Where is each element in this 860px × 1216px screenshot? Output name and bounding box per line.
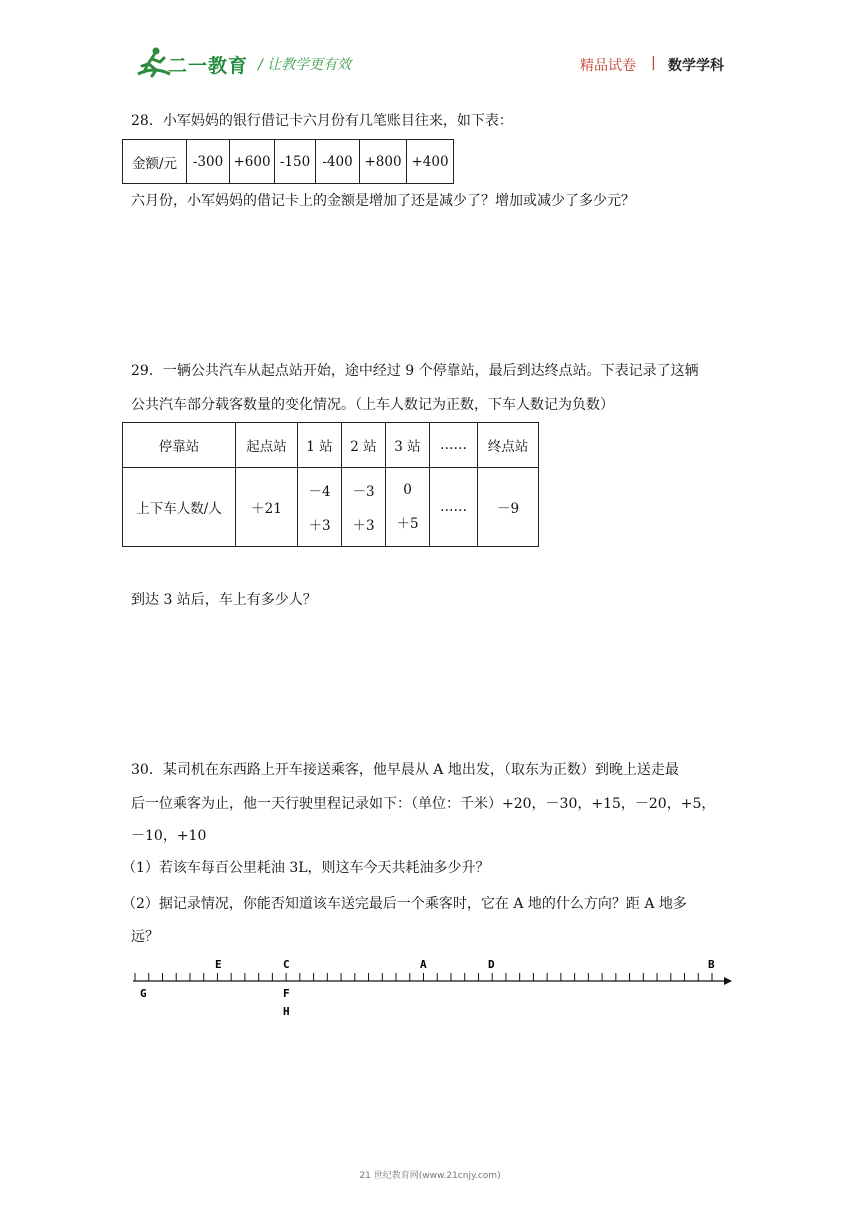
page-footer: 21 世纪教育网(www.21cnjy.com) [359, 1171, 501, 1181]
table-header-cell: 3 站 [386, 423, 430, 468]
q30-sub1: （1）若该车每百公里耗油 3L，则这车今天共耗油多少升？ [122, 860, 490, 876]
point-label-a: A [420, 958, 427, 971]
q29-question: 到达 3 站后，车上有多少人？ [131, 592, 317, 608]
q28-question: 六月份，小军妈妈的借记卡上的金额是增加了还是减少了？增加或减少了多少元？ [131, 193, 635, 209]
cell-line: ＋3 [352, 518, 375, 534]
q28-table [122, 139, 454, 184]
cell-line: －4 [308, 484, 331, 500]
q29-line1: 29．一辆公共汽车从起点站开始，途中经过 9 个停靠站，最后到达终点站。下表记录了这辆 [131, 363, 699, 379]
table-row-label: 上下车人数/人 [123, 468, 236, 547]
cell-line: －3 [352, 484, 375, 500]
table-cell: -300 [187, 140, 230, 184]
point-label-d: D [488, 958, 495, 971]
table-header-cell: 终点站 [478, 423, 539, 468]
table-row [123, 423, 539, 468]
table-cell: -150 [275, 140, 316, 184]
point-label-f: F [283, 987, 290, 1000]
number-line [120, 952, 740, 1022]
q29-table [122, 422, 539, 547]
table-cell [386, 468, 430, 547]
page-header [0, 0, 860, 100]
point-label-b: B [708, 958, 715, 971]
cell-line: 0 [403, 482, 412, 498]
header-separator: | [651, 55, 656, 71]
table-header-cell: 2 站 [342, 423, 386, 468]
subject-label: 数学学科 [668, 58, 724, 74]
table-header-cell: 金额/元 [123, 140, 187, 184]
slogan: / 让教学更有效 [258, 57, 352, 73]
table-row [123, 140, 454, 184]
q29-line2: 公共汽车部分载客数量的变化情况。（上车人数记为正数，下车人数记为负数） [131, 397, 614, 413]
logo-text: 二一教育 [168, 55, 249, 77]
table-header-cell: 停靠站 [123, 423, 236, 468]
table-cell: ＋21 [236, 468, 298, 547]
cell-line: ＋5 [396, 516, 419, 532]
q30-sub2-line2: 远？ [131, 929, 159, 945]
point-label-h: H [283, 1005, 290, 1018]
q30-line2: 后一位乘客为止，他一天行驶里程记录如下：（单位：千米）+20，－30，+15，－20，+5， [131, 796, 716, 812]
table-cell [342, 468, 386, 547]
point-label-g: G [140, 987, 147, 1000]
q28-stem: 28．小军妈妈的银行借记卡六月份有几笔账目往来，如下表： [131, 113, 513, 129]
cell-line: ＋3 [308, 518, 331, 534]
table-cell: －9 [478, 468, 539, 547]
table-cell [298, 468, 342, 547]
paper-type-label: 精品试卷 [580, 58, 636, 74]
table-cell: …… [430, 468, 478, 547]
table-cell: +400 [407, 140, 454, 184]
table-cell: +600 [230, 140, 275, 184]
q30-line1: 30．某司机在东西路上开车接送乘客，他早晨从 A 地出发，（取东为正数）到晚上送走最 [131, 762, 679, 778]
point-label-e: E [215, 958, 222, 971]
q30-line3: －10，+10 [131, 828, 207, 844]
point-label-c: C [283, 958, 290, 971]
table-header-cell: …… [430, 423, 478, 468]
table-row [123, 468, 539, 547]
table-header-cell: 1 站 [298, 423, 342, 468]
table-header-cell: 起点站 [236, 423, 298, 468]
q30-sub2-line1: （2）据记录情况，你能否知道该车送完最后一个乘客时，它在 A 地的什么方向？距 A 地多 [122, 896, 687, 912]
table-cell: -400 [316, 140, 360, 184]
number-line-ticks [135, 973, 712, 981]
table-cell: +800 [360, 140, 407, 184]
arrow-right-icon [724, 977, 732, 985]
